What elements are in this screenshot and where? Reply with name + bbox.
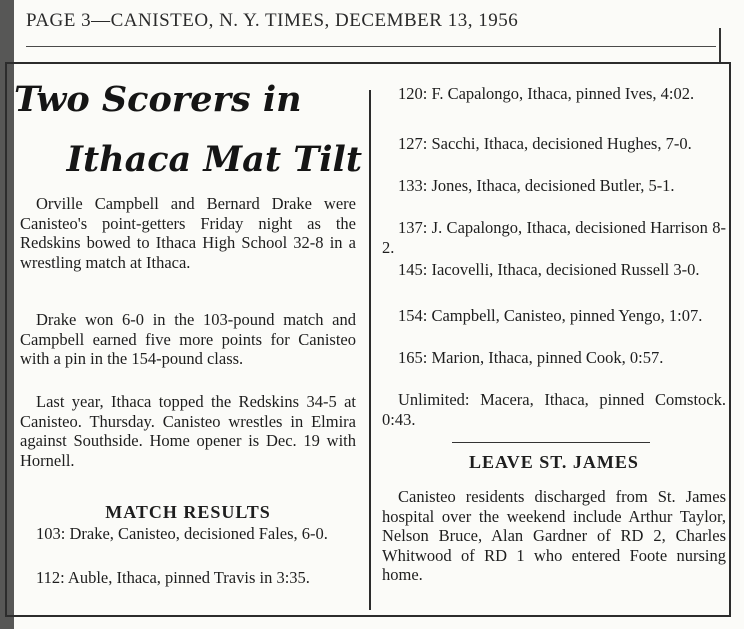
result-item: 137: J. Capalongo, Ithaca, decisioned Harrison 8-2. — [382, 218, 726, 257]
result-item: 154: Campbell, Canisteo, pinned Yengo, 1:07. — [398, 306, 703, 325]
masthead-rule — [26, 46, 716, 47]
match-results-heading: MATCH RESULTS — [105, 502, 271, 522]
result-item: 112: Auble, Ithaca, pinned Travis in 3:35. — [36, 568, 310, 587]
result-item: 120: F. Capalongo, Ithaca, pinned Ives, 4:02. — [398, 84, 695, 103]
result-item: 165: Marion, Ithaca, pinned Cook, 0:57. — [398, 348, 664, 367]
headline-line-2: Ithaca Mat Tilt — [66, 139, 362, 180]
column-divider — [369, 90, 371, 610]
story-paragraph-3: Last year, Ithaca topped the Redskins 34-5 at Canisteo. Thursday. Canisteo wrestles in Elmira against Southside. Home opener is Dec. 19 with Hornell. — [20, 392, 356, 470]
masthead: PAGE 3—CANISTEO, N. Y. TIMES, DECEMBER 13, 1956 — [26, 10, 519, 31]
leave-st-james-heading: LEAVE ST. JAMES — [469, 452, 639, 472]
section-rule — [452, 442, 650, 443]
column-tick — [719, 28, 721, 62]
result-item: 127: Sacchi, Ithaca, decisioned Hughes, 7-0. — [398, 134, 692, 153]
story-paragraph-1: Orville Campbell and Bernard Drake were Canisteo's point-getters Friday night as the Redskins bowed to Ithaca High School 32-8 in a wrestling match at Ithaca. — [20, 194, 356, 272]
result-item: 145: Iacovelli, Ithaca, decisioned Russell 3-0. — [398, 260, 700, 279]
headline-line-1: Two Scorers in — [14, 79, 302, 120]
result-item: 133: Jones, Ithaca, decisioned Butler, 5-1. — [398, 176, 675, 195]
headline — [14, 70, 364, 190]
result-item: Unlimited: Macera, Ithaca, pinned Comstock. 0:43. — [382, 390, 726, 429]
story-paragraph-2: Drake won 6-0 in the 103-pound match and Campbell earned five more points for Canisteo with a pin in the 154-pound class. — [20, 310, 356, 369]
second-story-body: Canisteo residents discharged from St. James hospital over the weekend include Arthur Taylor, Nelson Bruce, Alan Gardner of RD 2, Charles Whitwood of RD 1 who entered Foote nursing home. — [382, 487, 726, 585]
result-item: 103: Drake, Canisteo, decisioned Fales, 6-0. — [36, 524, 328, 543]
